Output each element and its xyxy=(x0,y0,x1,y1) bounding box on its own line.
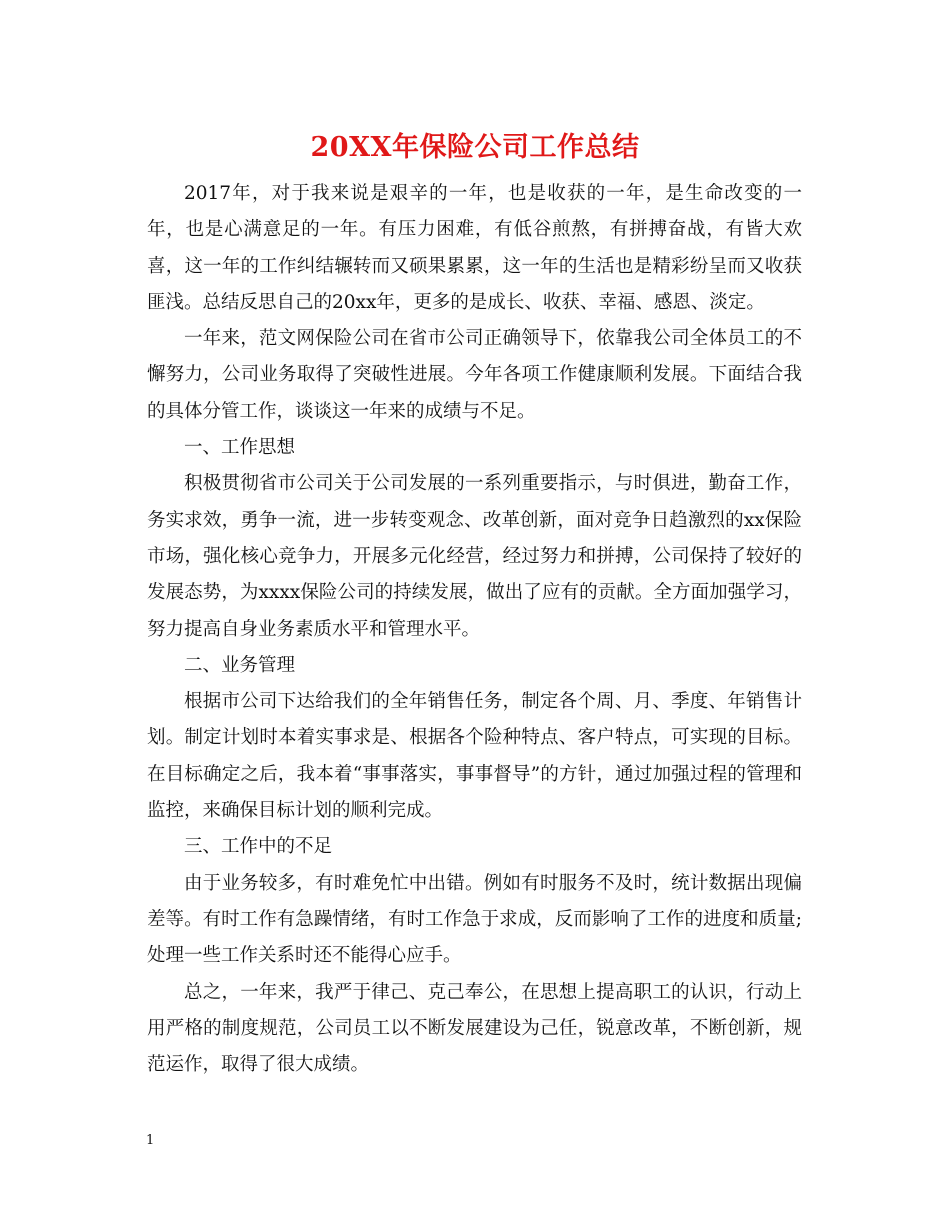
section-heading-work-thinking: 一、工作思想 xyxy=(184,437,296,459)
paragraph-intro: 2017年，对于我来说是艰辛的一年，也是收获的一年，是生命改变的一年，也是心满意足的一年。有压力困难，有低谷煎熬，有拼搏奋战，有皆大欢喜，这一年的工作纠结辗转而又硕果累累，这一年的生活也是精彩纷呈而又收获匪浅。总结反思自己的20xx年，更多的是成长、收获、幸福、感恩、淡定。 xyxy=(147,183,802,313)
paragraph-business-management: 根据市公司下达给我们的全年销售任务，制定各个周、月、季度、年销售计划。制定计划时本着实事求是、根据各个险种特点、客户特点，可实现的目标。在目标确定之后，我本着“事事落实，事事督导”的方针，通过加强过程的管理和监控，来确保目标计划的顺利完成。 xyxy=(147,691,802,822)
paragraph-work-thinking: 积极贯彻省市公司关于公司发展的一系列重要指示，与时俱进，勤奋工作，务实求效，勇争一流，进一步转变观念、改革创新，面对竞争日趋激烈的xx保险市场，强化核心竞争力，开展多元化经营，经过努力和拼搏，公司保持了较好的发展态势，为xxxx保险公司的持续发展，做出了应有的贡献。全方面加强学习，努力提高自身业务素质水平和管理水平。 xyxy=(147,473,802,640)
section-heading-business-management: 二、业务管理 xyxy=(184,654,296,676)
document-body xyxy=(147,176,802,1083)
paragraph-shortcomings: 由于业务较多，有时难免忙中出错。例如有时服务不及时，统计数据出现偏差等。有时工作有急躁情绪，有时工作急于求成，反而影响了工作的进度和质量;处理一些工作关系时还不能得心应手。 xyxy=(147,872,802,967)
paragraph-conclusion: 总之，一年来，我严于律己、克己奉公，在思想上提高职工的认识，行动上用严格的制度规范，公司员工以不断发展建设为己任，锐意改革，不断创新，规范运作，取得了很大成绩。 xyxy=(147,981,802,1076)
paragraph-overview: 一年来，范文网保险公司在省市公司正确领导下，依靠我公司全体员工的不懈努力，公司业务取得了突破性进展。今年各项工作健康顺利发展。下面结合我的具体分管工作，谈谈这一年来的成绩与不足。 xyxy=(147,328,802,422)
page-number: 1 xyxy=(146,1133,155,1148)
document-title: 20XX年保险公司工作总结 xyxy=(310,132,640,163)
section-heading-shortcomings: 三、工作中的不足 xyxy=(184,836,333,858)
